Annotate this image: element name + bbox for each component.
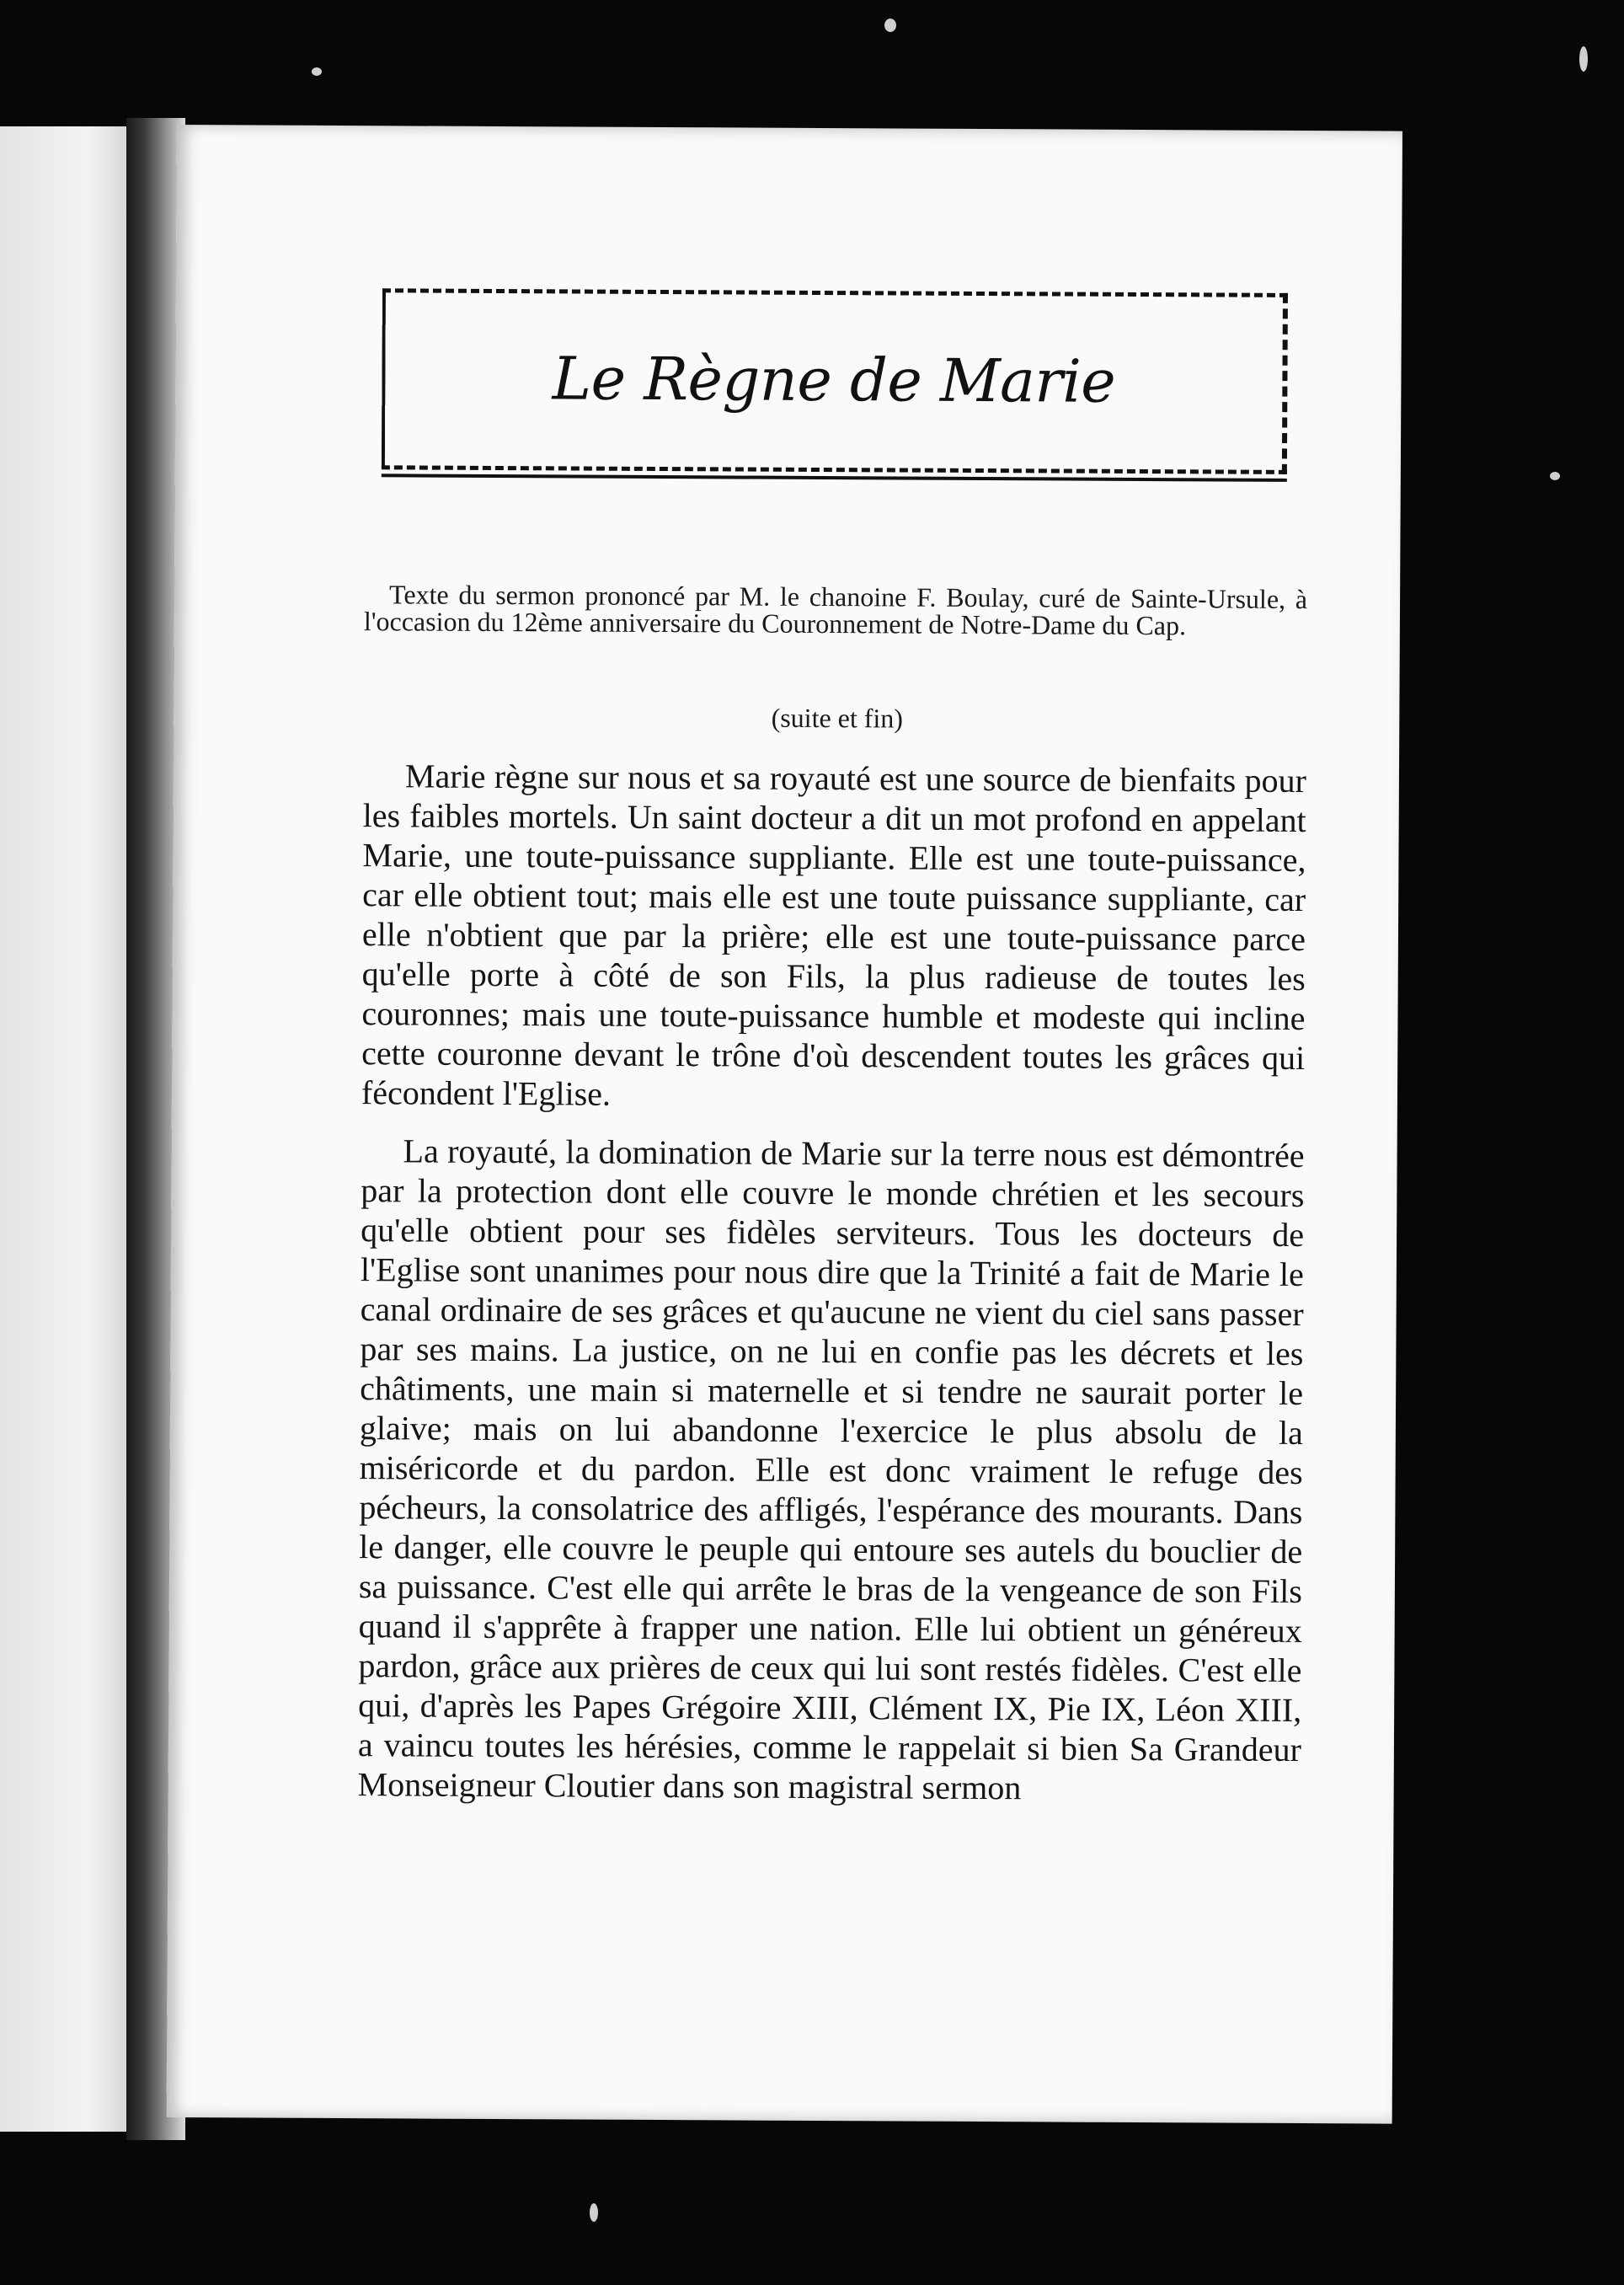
dust-speck bbox=[884, 19, 896, 32]
title-frame bbox=[382, 288, 1288, 474]
paragraph: Marie règne sur nous et sa royauté est une source de bienfaits pour les faibles mortels. Un saint docteur a dit un mot profond en appelant Marie, une toute-puissance suppliante. Elle est une toute-puissance, car elle obtient tout; mais elle est une toute puissance suppliante, car elle n'obtient que par la prière; elle est une toute-puissance parce qu'elle porte à côté de son Fils, la plus radieuse de toutes les couronnes; mais une toute-puissance humble et modeste qui incline cette couronne devant le trône d'où descendent toutes les grâces qui fécondent l'Eglise. bbox=[361, 757, 1307, 1113]
page-title: Le Règne de Marie bbox=[552, 344, 1116, 416]
dust-speck bbox=[1579, 46, 1588, 72]
facing-page-edge bbox=[0, 126, 126, 2132]
dust-speck bbox=[312, 67, 322, 76]
book-page bbox=[167, 125, 1402, 2124]
dust-speck bbox=[1550, 472, 1560, 480]
sermon-introduction bbox=[364, 581, 1307, 639]
paragraph: La royauté, la domination de Marie sur la terre nous est démontrée par la protection dont elle couvre le monde chrétien et les secours qu'elle obtient pour ses fidèles serviteurs. Tous les docteurs de l'Eglise sont unanimes pour nous dire que la Trinité a fait de Marie le canal ordinaire de ses grâces et qu'aucune ne vient du ciel sans passer par ses mains. La justice, on ne lui en confie pas les décrets et les châtiments, une main si maternelle et si tendre ne saurait porter le glaive; mais on lui abandonne l'exercice le plus absolu de la miséricorde et du pardon. Elle est donc vraiment le refuge des pécheurs, la consolatrice des affligés, l'espérance des mourants. Dans le danger, elle couvre le peuple qui entoure ses autels du bouclier de sa puissance. C'est elle qui arrête le bras de la vengeance de son Fils quand il s'apprête à frapper une nation. Elle lui obtient un généreux pardon, grâce aux prières de ceux qui lui sont restés fidèles. C'est elle qui, d'après les Papes Grégoire XIII, Clément IX, Pie IX, Léon XIII, a vaincu toutes les hérésies, comme le rappelait si bien Sa Grandeur Monseigneur Cloutier dans son magistral sermon bbox=[357, 1132, 1305, 1807]
continuation-note: (suite et fin) bbox=[771, 702, 904, 734]
intro-text: Texte du sermon prononcé par M. le chanoine F. Boulay, curé de Sainte-Ursule, à l'occasion du 12ème anniversaire du Couronnement de Notre-Dame du Cap. bbox=[363, 579, 1308, 641]
article-body bbox=[357, 756, 1306, 1827]
dust-speck bbox=[590, 2203, 598, 2222]
